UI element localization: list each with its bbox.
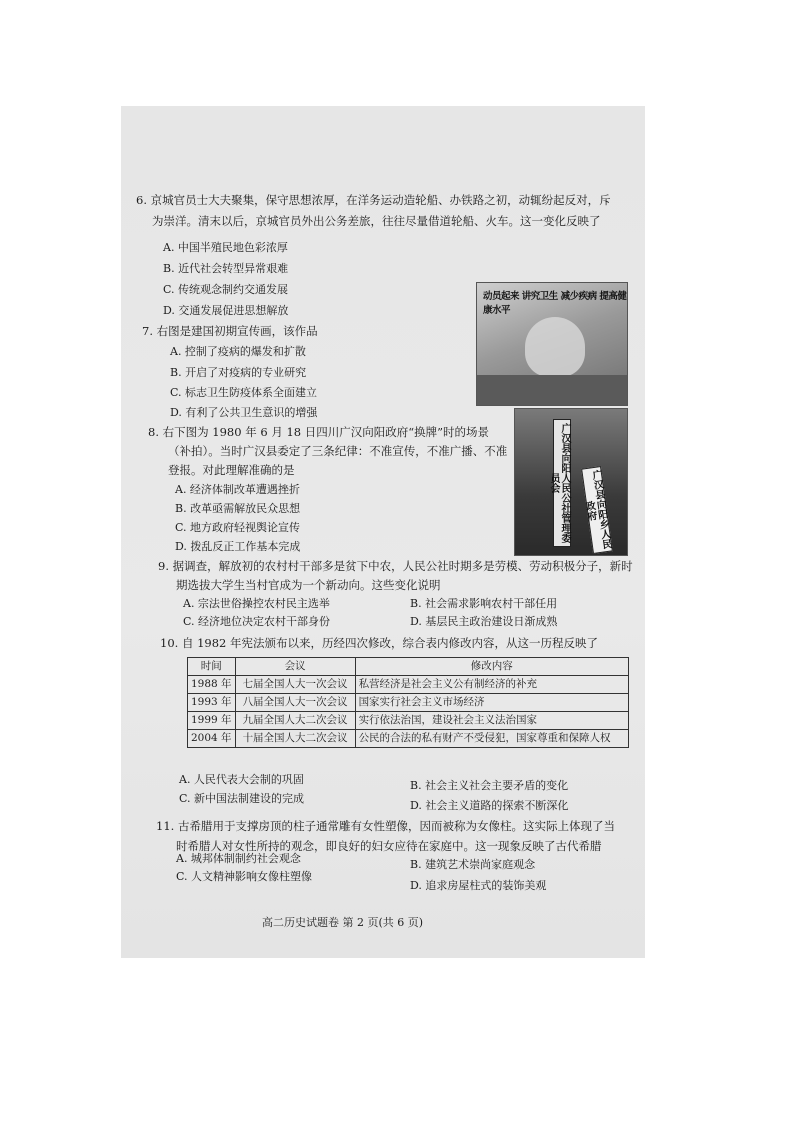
header-time: 时间: [188, 658, 236, 676]
q7-option-b: B. 开启了对疫病的专业研究: [170, 366, 307, 379]
page-footer: 高二历史试题卷 第 2 页(共 6 页): [262, 916, 424, 929]
q8-option-a: A. 经济体制改革遭遇挫折: [175, 483, 300, 496]
q6-option-d: D. 交通发展促进思想解放: [163, 304, 289, 317]
q7-option-a: A. 控制了疫病的爆发和扩散: [170, 345, 306, 358]
header-content: 修改内容: [355, 658, 628, 676]
q8-stem-line1: 8. 右下图为 1980 年 6 月 18 日四川广汉向阳政府“换牌”时的场景: [148, 425, 490, 439]
q8-option-b: B. 改革亟需解放民众思想: [175, 502, 301, 515]
header-meeting: 会议: [235, 658, 355, 676]
q7-option-c: C. 标志卫生防疫体系全面建立: [170, 386, 318, 399]
q11-option-b: B. 建筑艺术崇尚家庭观念: [410, 858, 536, 871]
row-meeting: 八届全国人大一次会议: [235, 694, 355, 712]
row-meeting: 九届全国人大二次会议: [235, 712, 355, 730]
poster-figure-icon: [525, 317, 585, 377]
sign-change-photo: [514, 408, 628, 556]
q11-option-c: C. 人文精神影响女像柱塑像: [176, 870, 313, 883]
row-time: 1988 年: [188, 676, 236, 694]
q6-option-a: A. 中国半殖民地色彩浓厚: [163, 241, 288, 254]
q9-option-a: A. 宗法世俗操控农村民主选举: [183, 597, 330, 610]
poster-ground: [477, 375, 627, 405]
table-row: [188, 712, 629, 730]
q11-stem-line2: 时希腊人对女性所持的观念，即良好的妇女应待在家庭中。这一现象反映了古代希腊: [176, 839, 602, 853]
row-time: 1993 年: [188, 694, 236, 712]
q9-stem-line1: 9. 据调查，解放初的农村村干部多是贫下中农，人民公社时期多是劳模、劳动积极分子，新时: [158, 559, 633, 573]
table-header-row: [188, 658, 629, 676]
q9-option-c: C. 经济地位决定农村干部身份: [183, 615, 331, 628]
q8-stem-line2: （补拍）。当时广汉县委定了三条纪律：不准宣传，不准广播、不准: [168, 444, 508, 458]
row-meeting: 十届全国人大二次会议: [235, 730, 355, 748]
propaganda-poster-image: [476, 282, 628, 406]
q9-option-b: B. 社会需求影响农村干部任用: [410, 597, 558, 610]
table-row: [188, 676, 629, 694]
q6-stem-line1: 6. 京城官员士大夫聚集，保守思想浓厚，在洋务运动造轮船、办铁路之初，动辄纷起反对，斥: [136, 193, 611, 207]
q6-option-b: B. 近代社会转型异常艰难: [163, 262, 289, 275]
q11-option-d: D. 追求房屋柱式的装饰美观: [410, 879, 547, 892]
q8-stem-line3: 登报。对此理解准确的是: [168, 463, 295, 477]
q10-option-d: D. 社会主义道路的探索不断深化: [410, 799, 569, 812]
q10-option-c: C. 新中国法制建设的完成: [179, 792, 305, 805]
new-government-sign: 广汉县向阳乡人民政府: [581, 466, 613, 554]
q10-option-a: A. 人民代表大会制的巩固: [179, 773, 304, 786]
q7-stem-line1: 7. 右图是建国初期宣传画，该作品: [142, 324, 318, 338]
q7-option-d: D. 有利了公共卫生意识的增强: [170, 406, 318, 419]
q9-option-d: D. 基层民主政治建设日渐成熟: [410, 615, 558, 628]
poster-slogan: 动员起来 讲究卫生 减少疾病 提高健康水平: [483, 291, 627, 316]
table-row: [188, 694, 629, 712]
q11-stem-line1: 11. 古希腊用于支撑房顶的柱子通常雕有女性塑像，因而被称为女像柱。这实际上体现了当: [156, 819, 615, 833]
row-content: 实行依法治国，建设社会主义法治国家: [355, 712, 628, 730]
old-commune-sign: 广汉县向阳人民公社管理委员会: [553, 419, 571, 547]
amendment-table: [187, 657, 629, 748]
row-meeting: 七届全国人大一次会议: [235, 676, 355, 694]
row-content: 国家实行社会主义市场经济: [355, 694, 628, 712]
q9-stem-line2: 期选拔大学生当村官成为一个新动向。这些变化说明: [176, 578, 441, 592]
q8-option-d: D. 拨乱反正工作基本完成: [175, 540, 301, 553]
q6-option-c: C. 传统观念制约交通发展: [163, 283, 289, 296]
q6-stem-line2: 为崇洋。清末以后，京城官员外出公务差旅，往往尽量借道轮船、火车。这一变化反映了: [152, 214, 601, 228]
row-content: 私营经济是社会主义公有制经济的补充: [355, 676, 628, 694]
q8-option-c: C. 地方政府轻视舆论宣传: [175, 521, 301, 534]
row-content: 公民的合法的私有财产不受侵犯，国家尊重和保障人权: [355, 730, 628, 748]
q10-option-b: B. 社会主义社会主要矛盾的变化: [410, 779, 569, 792]
table-row: [188, 730, 629, 748]
q10-stem-line1: 10. 自 1982 年宪法颁布以来，历经四次修改，综合表内修改内容，从这一历程反映了: [160, 636, 599, 650]
row-time: 1999 年: [188, 712, 236, 730]
q11-option-a: A. 城邦体制制约社会观念: [176, 852, 301, 865]
row-time: 2004 年: [188, 730, 236, 748]
